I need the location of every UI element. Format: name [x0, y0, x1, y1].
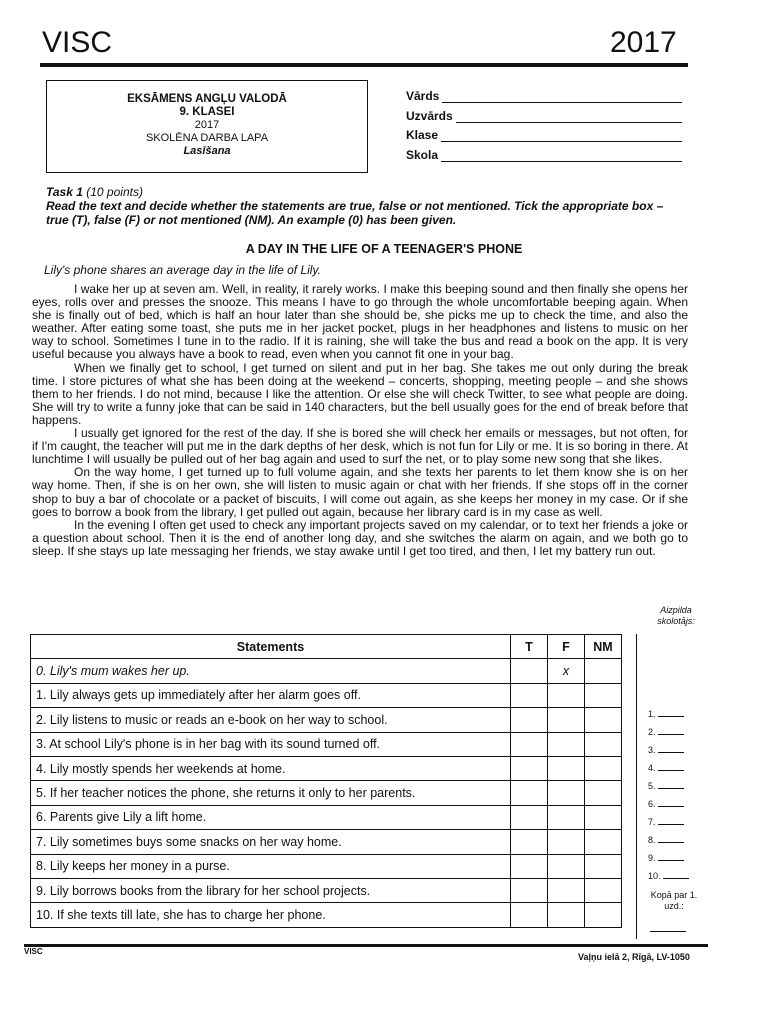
- exam-grade: 9. KLASEI: [179, 106, 235, 118]
- score-item[interactable]: 10.: [648, 871, 689, 881]
- name-field[interactable]: [406, 89, 682, 103]
- score-item[interactable]: 5.: [648, 781, 684, 791]
- exam-title: EKSĀMENS ANGĻU VALODĀ: [127, 93, 287, 105]
- nm-box[interactable]: [585, 732, 622, 756]
- nm-box[interactable]: [585, 830, 622, 854]
- nm-box[interactable]: [585, 854, 622, 878]
- text-subtitle: Lily's phone shares an average day in the life of Lily.: [44, 263, 321, 277]
- school-field[interactable]: [406, 148, 682, 162]
- false-box[interactable]: x: [548, 659, 585, 683]
- nm-box[interactable]: [585, 903, 622, 927]
- text-title: A DAY IN THE LIFE OF A TEENAGER'S PHONE: [245, 242, 523, 256]
- true-box[interactable]: [511, 756, 548, 780]
- statement-text: 8. Lily keeps her money in a purse.: [31, 854, 511, 878]
- false-header: F: [548, 635, 585, 659]
- exam-year: 2017: [194, 119, 220, 131]
- class-field[interactable]: [406, 128, 682, 142]
- section-label: Lasīšana: [183, 145, 231, 157]
- school-label: Skola: [406, 148, 439, 162]
- school-line[interactable]: [441, 152, 682, 162]
- nm-box[interactable]: [585, 756, 622, 780]
- task-instructions: Read the text and decide whether the statements are true, false or not mentioned. Tick the appropriate box – true (T), false (F) or not mentioned (NM). An example (0) has been given.: [46, 199, 664, 227]
- worksheet-label: SKOLĒNA DARBA LAPA: [145, 132, 269, 144]
- statement-text: 6. Parents give Lily a lift home.: [31, 805, 511, 829]
- table-row: [31, 708, 622, 732]
- false-box[interactable]: [548, 756, 585, 780]
- score-item[interactable]: 3.: [648, 745, 684, 755]
- header-rule: [40, 63, 688, 67]
- surname-line[interactable]: [456, 113, 682, 123]
- false-box[interactable]: [548, 830, 585, 854]
- true-box[interactable]: [511, 732, 548, 756]
- total-label: Kopā par 1. uzd.:: [650, 890, 698, 911]
- score-item[interactable]: 1.: [648, 709, 684, 719]
- table-row: [31, 805, 622, 829]
- true-box[interactable]: [511, 903, 548, 927]
- surname-field[interactable]: [406, 109, 682, 123]
- header-org: VISC: [42, 26, 113, 59]
- paragraph: On the way home, I get turned up to full volume again, and she texts her parents to let them know she is on her way home. Then, if she is on her own, she will listen to music again or chat with her friends. If she stops off in the corner shop to buy a bar of chocolate or a packet of biscuits, I will come out again, as she keeps her money in my case. Or if she goes to borrow a book from the library, I get pulled out again, because her library card is in my case as well.: [32, 465, 688, 519]
- footer-rule: [24, 944, 708, 947]
- statement-text: 9. Lily borrows books from the library for her school projects.: [31, 878, 511, 902]
- true-header: T: [511, 635, 548, 659]
- table-row: [31, 781, 622, 805]
- score-item[interactable]: 8.: [648, 835, 684, 845]
- false-box[interactable]: [548, 854, 585, 878]
- task-label: Task 1: [46, 185, 83, 199]
- statements-header: Statements: [31, 635, 511, 659]
- statement-text: 5. If her teacher notices the phone, she returns it only to her parents.: [31, 781, 511, 805]
- not-mentioned-header: NM: [585, 635, 622, 659]
- false-box[interactable]: [548, 805, 585, 829]
- table-row: [31, 732, 622, 756]
- teacher-fill-label: Aizpilda skolotājs:: [657, 605, 695, 626]
- table-row: [31, 659, 622, 683]
- true-box[interactable]: [511, 878, 548, 902]
- true-box[interactable]: [511, 830, 548, 854]
- paragraph: In the evening I often get used to check any important projects saved on my calendar, or to text her friends a joke or a question about school. Then it is the end of another long day, and she switches the alarm on again, and we both go to sleep. If she stays up late messaging her friends, we stay awake until I get too tired, and then, I let my battery run out.: [32, 517, 688, 558]
- false-box[interactable]: [548, 781, 585, 805]
- table-row: [31, 683, 622, 707]
- surname-label: Uzvārds: [406, 109, 453, 123]
- score-item[interactable]: 2.: [648, 727, 684, 737]
- class-line[interactable]: [441, 132, 682, 142]
- false-box[interactable]: [548, 732, 585, 756]
- nm-box[interactable]: [585, 805, 622, 829]
- nm-box[interactable]: [585, 683, 622, 707]
- false-box[interactable]: [548, 683, 585, 707]
- false-box[interactable]: [548, 708, 585, 732]
- table-row: [31, 756, 622, 780]
- table-row: [31, 878, 622, 902]
- name-label: Vārds: [406, 89, 440, 103]
- statements-table: [30, 634, 622, 928]
- statement-text: 0. Lily's mum wakes her up.: [31, 659, 511, 683]
- true-box[interactable]: [511, 683, 548, 707]
- total-line[interactable]: [650, 931, 686, 932]
- score-item[interactable]: 6.: [648, 799, 684, 809]
- statement-text: 3. At school Lily's phone is in her bag with its sound turned off.: [31, 732, 511, 756]
- false-box[interactable]: [548, 878, 585, 902]
- exam-info-box: [46, 80, 368, 173]
- paragraph: I wake her up at seven am. Well, in reality, it rarely works. I make this beeping sound and then finally she opens her eyes, rolls over and presses the snooze. This means I have to go through the whole uncomfortable beeping again. When she is finally out of bed, which is half an hour later than she should be, she picks me up to check the time, and also the weather. After eating some toast, she puts me in her jacket pocket, plugs in her headphones and listens to music on her way to school. Sometimes I tune in to the radio. If it is raining, she will take the bus and read a book on the app. It is very useful because you always have a book to read, even when you cannot fit one in your bag.: [32, 282, 688, 362]
- statement-text: 10. If she texts till late, she has to charge her phone.: [31, 903, 511, 927]
- score-item[interactable]: 7.: [648, 817, 684, 827]
- nm-box[interactable]: [585, 708, 622, 732]
- footer-address: Vaļņu ielā 2, Rīgā, LV-1050: [578, 952, 690, 962]
- task-points: (10 points): [82, 185, 143, 199]
- true-box[interactable]: [511, 708, 548, 732]
- false-box[interactable]: [548, 903, 585, 927]
- reading-text: [32, 283, 688, 558]
- table-row: [31, 903, 622, 927]
- score-column-divider: [636, 634, 637, 939]
- statement-text: 4. Lily mostly spends her weekends at home.: [31, 756, 511, 780]
- paragraph: When we finally get to school, I get turned on silent and put in her bag. She takes me out only during the break time. I store pictures of what she has been doing at the weekend – concerts, shopping, meeting people – and she shows them to her friends. I do not mind, because I like the attention. Or else she will check Twitter, to see what people are doing. She will try to write a funny joke that can be said in 140 characters, but the bell usually goes for the end of break before that happens.: [32, 360, 688, 427]
- statement-text: 1. Lily always gets up immediately after her alarm goes off.: [31, 683, 511, 707]
- nm-box[interactable]: [585, 878, 622, 902]
- table-row: [31, 854, 622, 878]
- paragraph: I usually get ignored for the rest of the day. If she is bored she will check her emails or messages, but not often, for if I'm caught, the teacher will put me in the dark depths of her desk, which is not fun for Lily or me. It is so boring in there. At lunchtime I will usually be pulled out of her bag again and used to surf the net, or to play some new song that she likes.: [32, 426, 688, 467]
- score-item[interactable]: 4.: [648, 763, 684, 773]
- task-heading: [46, 185, 143, 199]
- footer-org: VISC: [24, 947, 43, 956]
- true-box[interactable]: [511, 659, 548, 683]
- table-header-row: [31, 635, 622, 659]
- nm-box[interactable]: [585, 781, 622, 805]
- table-row: [31, 830, 622, 854]
- nm-box[interactable]: [585, 659, 622, 683]
- true-box[interactable]: [511, 805, 548, 829]
- statement-text: 7. Lily sometimes buys some snacks on her way home.: [31, 830, 511, 854]
- true-box[interactable]: [511, 854, 548, 878]
- header-year: 2017: [610, 26, 677, 59]
- true-box[interactable]: [511, 781, 548, 805]
- name-line[interactable]: [442, 93, 682, 103]
- score-item[interactable]: 9.: [648, 853, 684, 863]
- class-label: Klase: [406, 128, 439, 142]
- statement-text: 2. Lily listens to music or reads an e-book on her way to school.: [31, 708, 511, 732]
